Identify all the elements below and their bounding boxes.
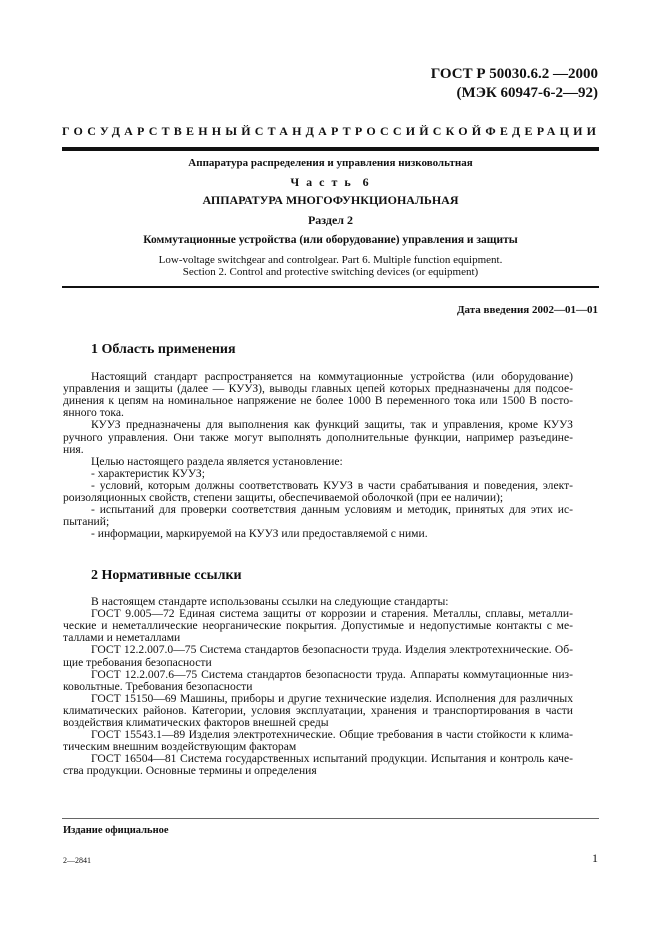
section-heading: 1 Область применения [91,342,236,357]
banner-word: ФЕДЕРАЦИИ [485,124,601,138]
subtitle: Коммутационные устройства (или оборудование) управления и защиты [143,234,518,246]
text-line: - информации, маркируемой на КУУЗ или предоставляемой с ними. [91,527,428,541]
section-label: Раздел 2 [307,213,354,227]
divider [62,147,599,151]
text-line: воздействия климатических факторов внешней среды [63,716,329,729]
text-line: ГОСТ 15150—69 Машины, приборы и другие технические изделия. Исполнения для различных [91,691,573,705]
text-line: ния. [63,442,84,456]
section-heading: 2 Нормативные ссылки [91,568,242,583]
text-line: - характеристик КУУЗ; [91,466,205,480]
text-line: тическим внешним воздействующим факторам [63,740,297,754]
edition-note: Издание официальное [63,825,169,836]
effective-date: Дата введения 2002—01—01 [456,304,598,316]
title-line: Аппаратура распределения и управления низковольтная [188,157,473,169]
banner-word: РОССИЙСКОЙ [354,124,486,138]
text-line: Целью настоящего раздела является установление: [91,454,343,468]
text-line: ГОСТ 12.2.007.0—75 Система стандартов безопасности труда. Изделия электротехнические. Об- [91,643,573,657]
text-line: КУУЗ предназначены для выполнения как функций защиты, так и управления, кроме КУУЗ [91,418,573,432]
part-label: Ч а с т ь 6 [290,175,371,189]
text-line: щие требования безопасности [63,655,212,669]
english-title: Section 2. Control and protective switching devices (or equipment) [182,266,479,278]
text-line: ческие и неметаллические неорганические покрытия. Допустимые и недопустимые контакты с ме- [63,619,573,633]
iec-code: (МЭК 60947-6-2—92) [456,85,598,101]
text-line: ГОСТ 12.2.007.6—75 Система стандартов безопасности труда. Аппараты коммутационные низ- [91,667,573,681]
equipment-title: АППАРАТУРА МНОГОФУНКЦИОНАЛЬНАЯ [202,193,459,207]
text-line: ГОСТ 16504—81 Система государственных испытаний продукции. Испытания и контроль каче- [91,752,573,766]
text-line: - испытаний для проверки соответствия данным условиям и методик, принятых для этих ис- [91,503,573,517]
print-code: 2—2841 [63,856,91,865]
text-line: ства продукции. Основные термины и определения [63,764,317,778]
text-line: климатических районов. Категории, условия эксплуатации, хранения и транспортирования в части [63,703,573,717]
page-number: 1 [592,851,598,865]
text-line: ГОСТ 15543.1—89 Изделия электротехнические. Общие требования в части стойкости к клима- [91,728,573,742]
banner-word: ГОСУДАРСТВЕННЫЙ [62,124,255,138]
divider [62,818,599,819]
banner-word: СТАНДАРТ [254,124,355,138]
text-line: Настоящий стандарт распространяется на коммутационные устройства (или оборудование) [91,370,573,383]
text-line: динения к цепям на номинальное напряжение не более 1000 В переменного тока или 1500 В посто- [63,394,573,408]
text-line: ручного управления. Они также могут выполнять дополнительные функции, например разъедине- [63,430,573,444]
text-line: ковольтные. Требования безопасности [63,679,253,693]
text-line: управления и защиты (далее — КУУЗ), выводы главных цепей которых предназначены для подсое- [63,382,573,396]
text-line: янного тока. [63,406,124,420]
banner [62,124,599,139]
text-line: таллами и неметаллами [63,631,181,645]
text-line: ГОСТ 9.005—72 Единая система защиты от коррозии и старения. Металлы, сплавы, металли- [91,607,573,621]
text-line: роизоляционных свойств, степени защиты, обеспечиваемой оболочкой (при ее наличии); [63,491,504,504]
english-title: Low-voltage switchgear and controlgear. Part 6. Multiple function equipment. [158,254,503,266]
divider [62,286,599,288]
text-line: В настоящем стандарте использованы ссылки на следующие стандарты: [91,595,449,608]
text-line: - условий, которым должны соответствовать КУУЗ в части срабатывания и поведения, элект- [91,478,573,492]
text-line: пытаний; [63,515,110,529]
standard-code: ГОСТ Р 50030.6.2 —2000 [430,66,598,82]
